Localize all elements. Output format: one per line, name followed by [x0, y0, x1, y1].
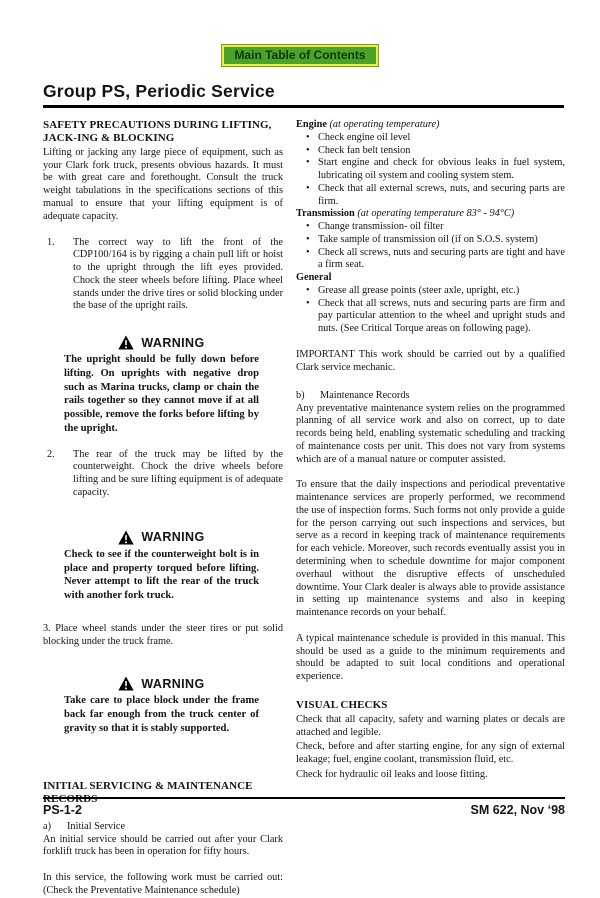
bullet-item: • Grease all grease points (steer axle, upright, etc.): [296, 285, 565, 298]
visual-check-line: Check, before and after starting engine, for any sign of external leakage; fuel, engine coolant, transmission fluid, etc.: [296, 741, 565, 766]
subsection-title: Initial Service: [67, 820, 126, 832]
bullet-item: • Check that all screws, nuts and securing parts are firm and pay particular attention to the wheel and upright studs and nuts. (See Critical Torque areas on following page).: [296, 298, 565, 336]
important-note: IMPORTANT This work should be carried out by a qualified Clark service mechanic.: [296, 349, 565, 373]
list-item-text: The correct way to lift the front of the CDP100/164 is by rigging a chain pull lift or hoist to the upright through the lift eyes provided. Chock the steer wheels before lifting. Place wheel stands under the drive tires or solid blocking under the base of the upright rails.: [73, 236, 283, 312]
list-item-number: 2.: [47, 448, 55, 460]
warning-block-blocking: [64, 676, 259, 735]
bullet-item: • Check fan belt tension: [296, 145, 565, 158]
warning-text: Check to see if the counterweight bolt is in place and property torqued before lifting. Never attempt to lift the rear of the truck with another fork truck.: [64, 548, 259, 602]
warning-title: WARNING: [141, 676, 205, 691]
page-title: Group PS, Periodic Service: [43, 81, 564, 108]
transmission-note: (at operating temperature 83° - 94°C): [357, 208, 515, 220]
list-item-2: [43, 449, 283, 500]
subsection-label: a): [43, 820, 51, 832]
list-item-text: The rear of the truck may be lifted by the counterweight. Chock the drive wheels before lifting and be sure lifting equipment is of adequate capacity.: [73, 448, 283, 499]
engine-note: (at operating temperature): [329, 119, 440, 130]
section-title-safety-precautions: SAFETY PRECAUTIONS DURING LIFTING, JACK-ING & BLOCKING: [43, 119, 272, 144]
engine-label: Engine: [296, 119, 327, 130]
section-title-initial-servicing: INITIAL SERVICING & MAINTENANCE RECORDS: [43, 779, 253, 805]
bullet-item: • Change transmission- oil filter: [296, 221, 565, 234]
visual-check-line: Check that all capacity, safety and warning plates or decals are attached and legible.: [296, 713, 565, 738]
subsection-a-heading: [43, 821, 283, 832]
safety-intro-paragraph: Lifting or jacking any large piece of equipment, such as your Clark fork truck, presents obvious hazards. It must be with great care and forethought. Consult the truck weight tabulations in the specifications sections of this manual to ensure that your lifting equipment is of adequate capacity.: [43, 146, 283, 222]
warning-text: The upright should be fully down before lifting. On uprights with negative drop such as Marina trucks, clamp or chain the rails together so they cannot move if at all possible, remove the forks before lifting by the upright.: [64, 354, 259, 434]
page-number: PS-1-2: [43, 803, 82, 817]
bullet-item: • Check all screws, nuts and securing parts are tight and have a firm seat.: [296, 247, 565, 273]
transmission-label: Transmission: [296, 208, 355, 220]
warning-triangle-icon: [118, 530, 134, 545]
bullet-item: • Take sample of transmission oil (if on S.O.S. system): [296, 234, 565, 247]
warning-header: [64, 335, 259, 350]
subsection-label: b): [296, 389, 305, 401]
subsection-b-heading: [296, 390, 565, 401]
list-item-1: [43, 237, 283, 314]
two-column-body: [43, 119, 565, 898]
service-work-paragraph: In this service, the following work must be carried out: (Check the Preventative Maintenance schedule): [43, 872, 283, 896]
doc-reference: SM 622, Nov ‘98: [470, 803, 565, 817]
subsection-title: Maintenance Records: [320, 389, 410, 401]
warning-text: Take care to place block under the frame back far enough from the truck center of gravity so that it is stably supported.: [64, 695, 259, 734]
engine-heading: [296, 119, 565, 132]
visual-check-line: Check for hydraulic oil leaks and loose fitting.: [296, 768, 488, 780]
warning-title: WARNING: [141, 335, 205, 350]
bullet-item: • Start engine and check for obvious leaks in fuel system, lubricating oil system and cooling system stem.: [296, 157, 565, 183]
inspection-forms-paragraph: To ensure that the daily inspections and periodical preventative maintenance services are properly performed, we recommend the use of inspection forms. Such forms not only provide a guide for the person carrying out such inspections and services, but serve as a record in keeping track of maintenance requirements for each vehicle. Moreover, such records eventually assist you in determining when to schedule downtime for major component overhaul without the disruptive effects of unscheduled downtime. Your Clark dealer is always able to provide assistance in setting up maintenance systems and also in keeping maintenance records on your behalf.: [296, 479, 565, 619]
left-column: [43, 119, 283, 898]
initial-service-paragraph: An initial service should be carried out after your Clark forklift truck has been in operation for fifty hours.: [43, 833, 283, 858]
bullet-item: • Check that all external screws, nuts, and securing parts are firm.: [296, 183, 565, 209]
general-label: General: [296, 272, 332, 284]
general-heading: [296, 272, 565, 285]
warning-header: [64, 530, 259, 545]
page-footer: [43, 797, 565, 817]
warning-block-upright: [64, 335, 259, 436]
warning-triangle-icon: [118, 676, 134, 691]
section-title-visual-checks: VISUAL CHECKS: [296, 698, 388, 711]
manual-page: [0, 45, 600, 894]
right-column: [296, 119, 565, 898]
warning-block-counterweight: [64, 530, 259, 603]
list-item-number: 1.: [47, 236, 55, 248]
main-toc-button[interactable]: Main Table of Contents: [222, 45, 377, 66]
list-item-3: 3. Place wheel stands under the steer tires or put solid blocking under the truck frame.: [43, 622, 283, 647]
maintenance-schedule-paragraph: A typical maintenance schedule is provided in this manual. This should be used as a guide to the minimum requirements and should be adapted to suit local conditions and operational experience.: [296, 632, 565, 683]
maintenance-records-paragraph: Any preventative maintenance system relies on the programmed planning of all service work and also on correct, up to date records being held, enabling systematic scheduling and tracking of maintenance costs per unit. This does not vary from systems which are of a manual nature or computer assisted.: [296, 402, 565, 465]
warning-header: [64, 676, 259, 691]
warning-triangle-icon: [118, 335, 134, 350]
bullet-item: • Check engine oil level: [296, 132, 565, 145]
transmission-heading: [296, 208, 565, 221]
warning-title: WARNING: [141, 530, 205, 545]
